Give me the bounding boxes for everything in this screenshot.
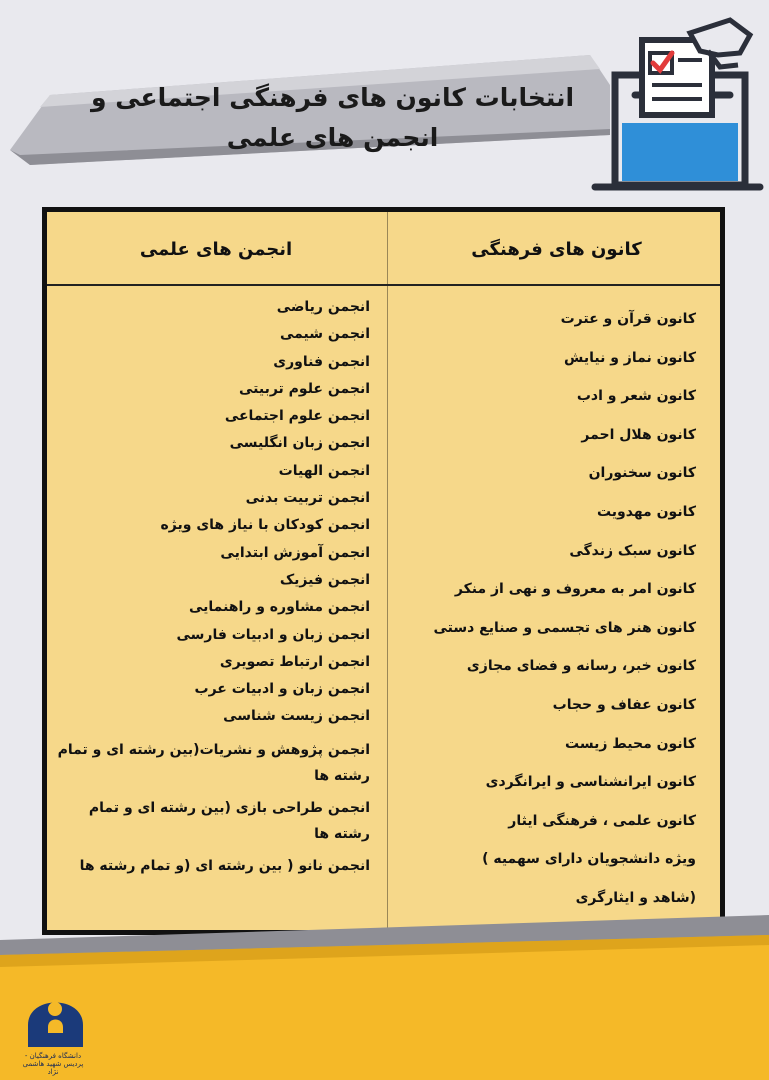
list-item: ویژه دانشجویان دارای سهمیه ) bbox=[482, 851, 696, 868]
list-item: انجمن فیزیک bbox=[279, 571, 370, 588]
list-item: کانون هلال احمر bbox=[581, 426, 696, 443]
list-item: انجمن علوم اجتماعی bbox=[224, 408, 370, 425]
list-item: کانون سبک زندگی bbox=[569, 542, 696, 559]
list-item: کانون نماز و نیایش bbox=[564, 349, 696, 366]
footer-wave bbox=[0, 915, 769, 1080]
anjomans-list bbox=[50, 294, 370, 885]
list-item: کانون ایرانشناسی و ایرانگردی bbox=[485, 774, 696, 791]
list-item: کانون عفاف و حجاب bbox=[552, 696, 696, 713]
list-item: کانون سخنوران bbox=[588, 465, 696, 482]
logo-caption: دانشگاه فرهنگیان - پردیس شهید هاشمی نژاد bbox=[22, 1052, 84, 1076]
kanoons-header: کانون های فرهنگی bbox=[471, 239, 642, 260]
list-item: کانون هنر های تجسمی و صنایع دستی bbox=[433, 619, 696, 636]
list-item: کانون علمی ، فرهنگی ایثار bbox=[508, 812, 696, 829]
list-item: انجمن ریاضی bbox=[276, 299, 370, 315]
list-item: کانون قرآن و عترت bbox=[560, 311, 696, 327]
page-title: انتخابات کانون های فرهنگی اجتماعی و انجمن های علمی bbox=[90, 83, 575, 152]
elections-table bbox=[42, 207, 725, 935]
list-item: انجمن زبان و ادبیات عرب bbox=[194, 681, 370, 698]
header-divider bbox=[47, 284, 720, 286]
list-item: انجمن ارتباط تصویری bbox=[219, 653, 370, 670]
list-item: انجمن طراحی بازی (بین رشته ای و تمام رشته ها bbox=[88, 799, 370, 842]
list-item: انجمن پژوهش و نشریات(بین رشته ای و تمام رشته ها bbox=[57, 741, 370, 784]
list-item: انجمن کودکان با نیاز های ویژه bbox=[160, 517, 370, 534]
list-item: انجمن زیست شناسی bbox=[223, 708, 370, 725]
kanoons-list bbox=[396, 300, 696, 918]
column-divider bbox=[387, 212, 388, 930]
list-item: انجمن شیمی bbox=[279, 326, 370, 343]
list-item: انجمن زبان انگلیسی bbox=[229, 435, 370, 452]
list-item: انجمن علوم تربیتی bbox=[238, 380, 370, 397]
list-item: کانون امر به معروف و نهی از منکر bbox=[454, 581, 696, 598]
list-item: انجمن مشاوره و راهنمایی bbox=[189, 599, 370, 616]
list-item: کانون محیط زیست bbox=[565, 735, 696, 752]
list-item: کانون مهدویت bbox=[596, 503, 696, 520]
list-item: انجمن آموزش ابتدایی bbox=[220, 544, 370, 561]
ballot-box-icon bbox=[590, 15, 765, 195]
list-item: انجمن نانو ( بین رشته ای (و تمام رشته ها bbox=[79, 857, 370, 874]
anjomans-header: انجمن های علمی bbox=[139, 239, 293, 260]
list-item: انجمن الهیات bbox=[278, 462, 370, 479]
list-item: انجمن فناوری bbox=[273, 353, 370, 370]
list-item: کانون شعر و ادب bbox=[576, 388, 696, 405]
list-item: انجمن زبان و ادبیات فارسی bbox=[176, 626, 370, 643]
list-item: کانون خبر، رسانه و فضای مجازی bbox=[466, 658, 696, 675]
list-item: (شاهد و ایثارگری bbox=[575, 889, 696, 906]
list-item: انجمن تربیت بدنی bbox=[245, 490, 370, 507]
